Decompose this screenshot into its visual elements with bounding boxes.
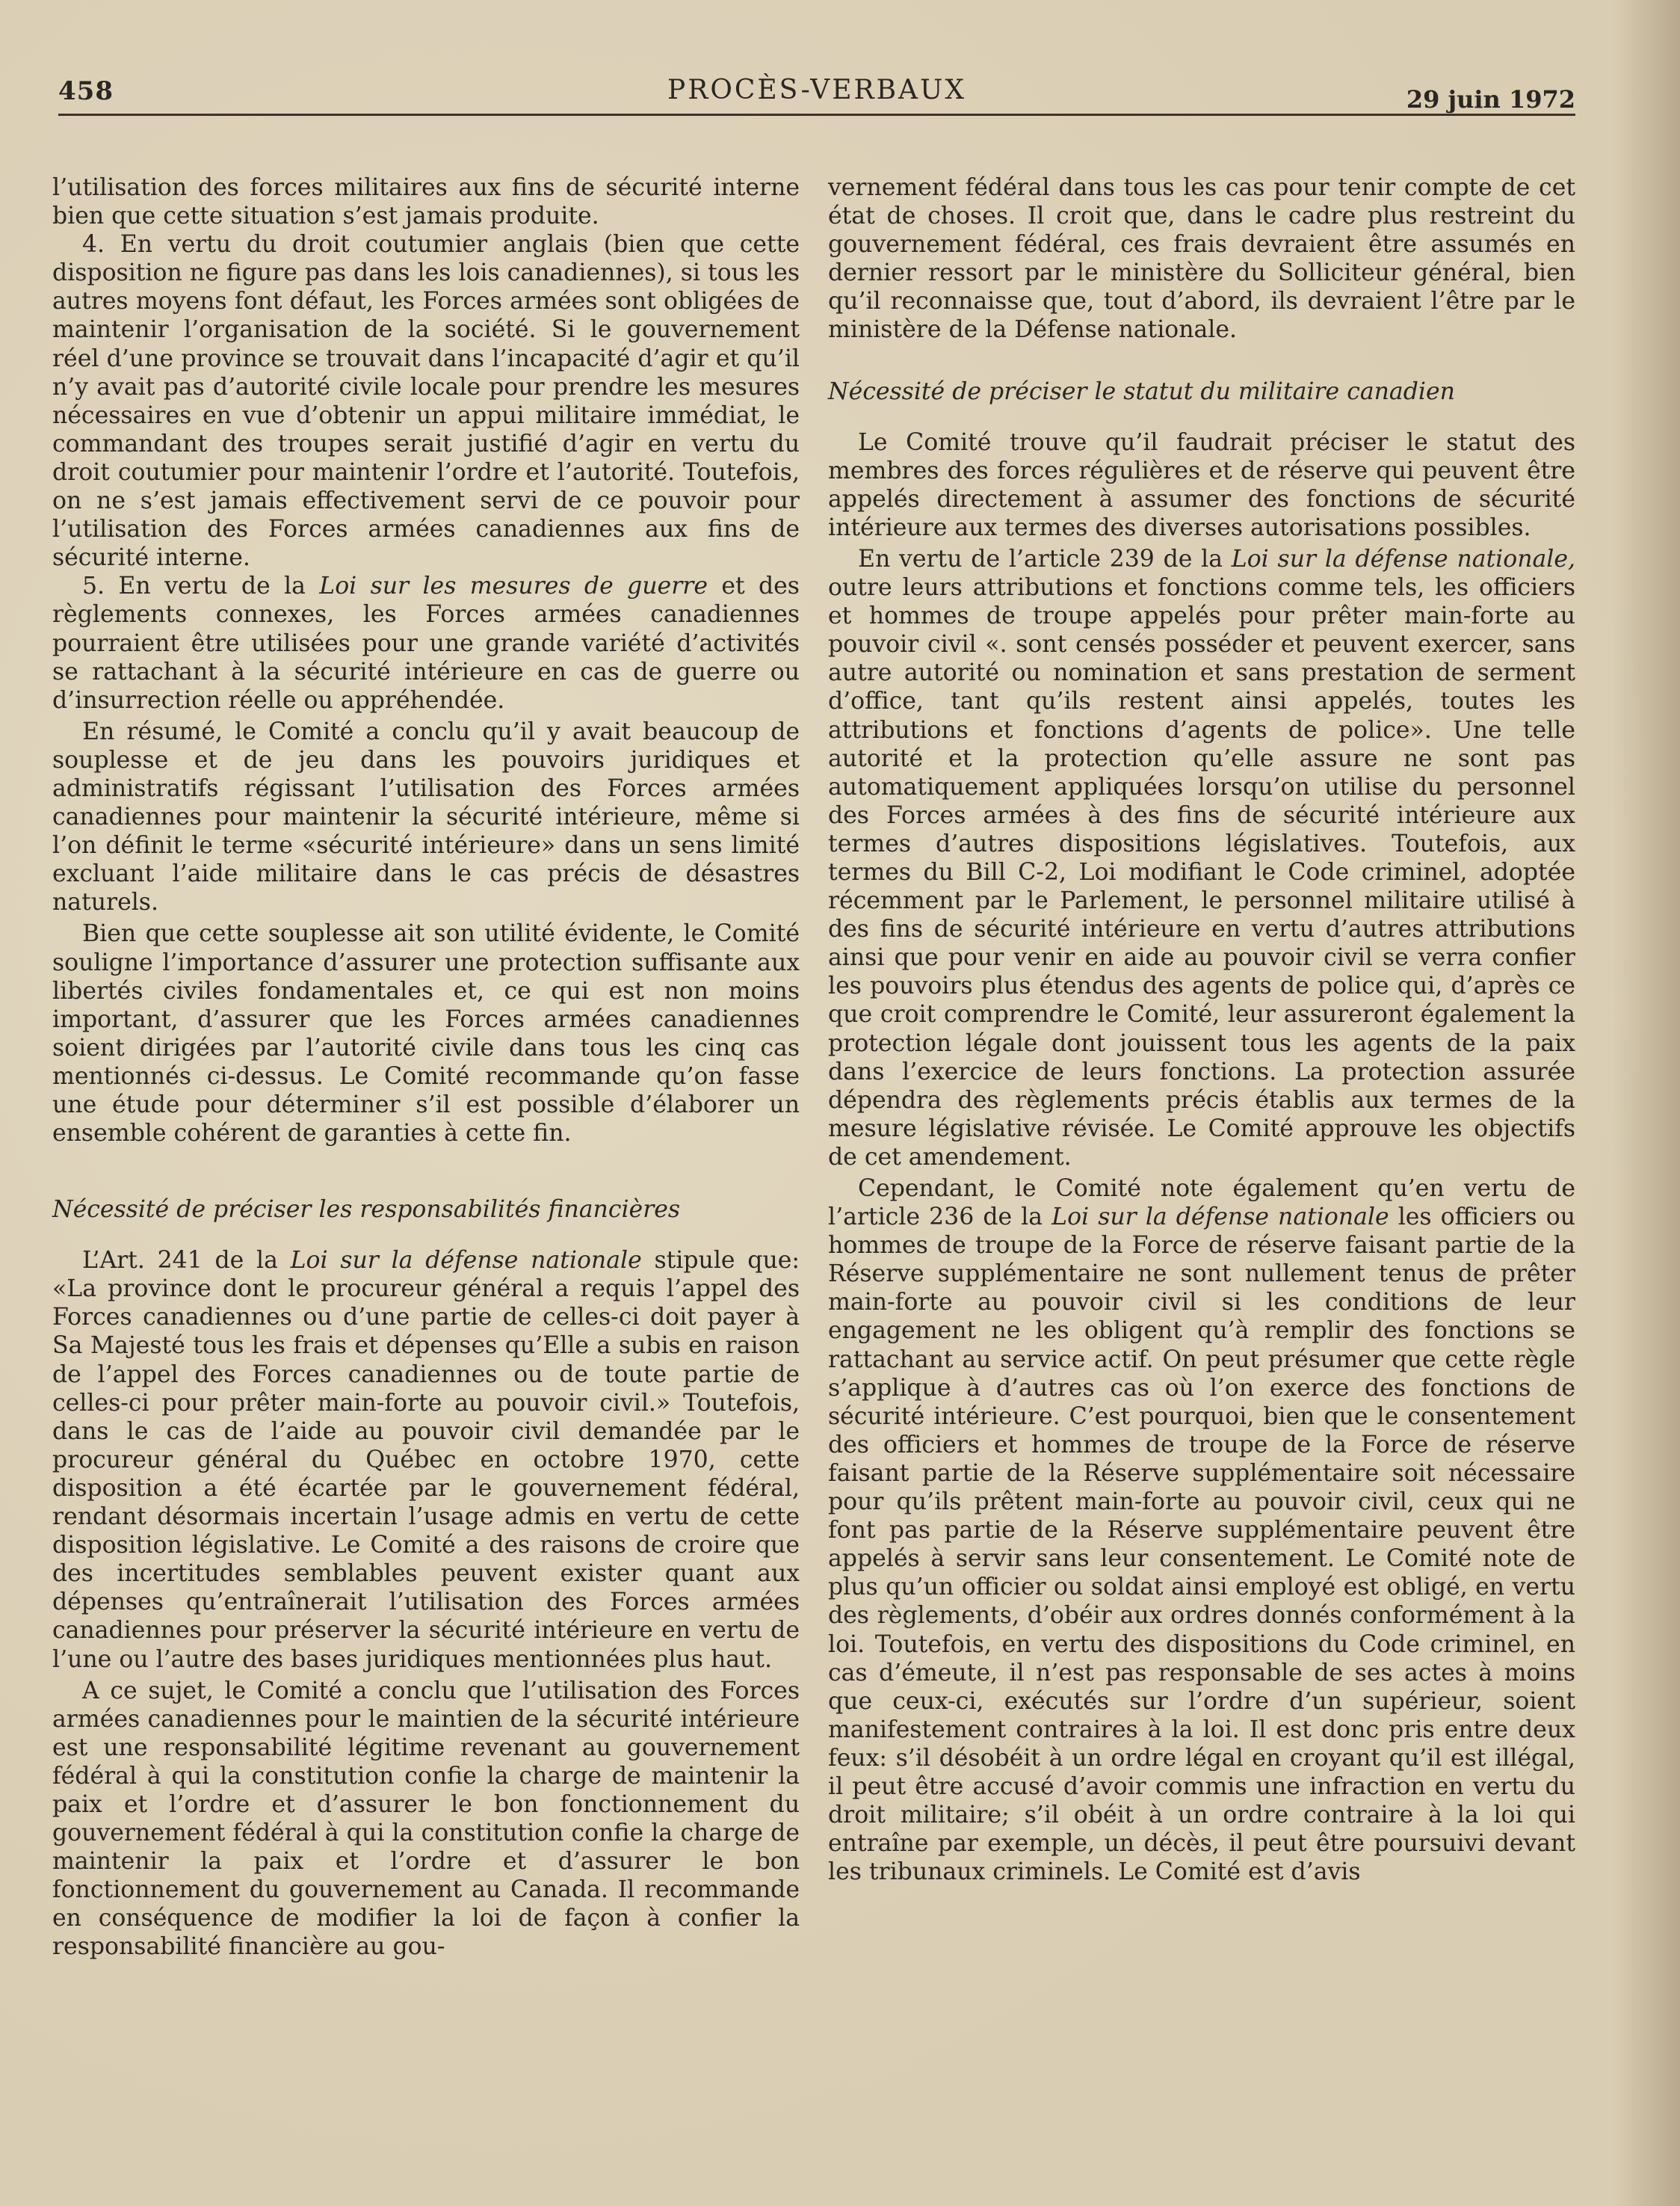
paragraph	[828, 545, 1575, 1171]
paragraph: 4. En vertu du droit coutumier anglais (bien que cette disposition ne figure pas dans les lois canadiennes), si tous les autres moyens font défaut, les Forces armées sont obligées de maintenir l’organisation de la société. Si le gouvernement réel d’une province se trouvait dans l’incapacité d’agir et qu’il n’y avait pas d’autorité civile locale pour prendre les mesures nécessaires en vue d’obtenir un appui militaire immédiat, le commandant des troupes serait justifié d’agir en vertu du droit coutumier pour maintenir l’ordre et l’autorité. Toutefois, on ne s’est jamais effectivement servi de ce pouvoir pour l’utilisation des Forces armées canadiennes aux fins de sécurité interne.	[52, 231, 800, 572]
paragraph: Le Comité trouve qu’il faudrait préciser le statut des membres des forces régulières et de réserve qui peuvent être appelés directement à assumer des fonctions de sécurité intérieure aux termes des diverses autorisations possibles.	[828, 428, 1575, 541]
paragraph-text: outre leurs attributions et fonctions comme tels, les officiers et hommes de troupe appelés pour prêter main-forte au pouvoir civil «. sont censés posséder et peuvent exercer, sans autre autorité ou nomination et sans prestation de serment d’office, tant qu’ils restent ainsi appelés, toutes les attributions et fonctions d’agents de police». Une telle autorité et la protection qu’elle assure ne sont pas automatiquement appliquées lorsqu’on utilise du personnel des Forces armées à des fins de sécurité intérieure aux termes d’autres dispositions législatives. Toutefois, aux termes du Bill C-2, Loi modifiant le Code criminel, adoptée récemment par le Parlement, le personnel militaire utilisé à des fins de sécurité intérieure en vertu d’autres attributions ainsi que pour venir en aide au pouvoir civil se verra confier les pouvoirs plus étendus des agents de police qui, d’après ce que croit comprendre le Comité, leur assureront également la protection légale dont jouissent tous les agents de la paix dans l’exercice de leurs fonctions. La protection assurée dépendra des règlements précis établis aux termes de la mesure législative révisée. Le Comité approuve les objectifs de cet amendement.	[828, 574, 1575, 1171]
left-column	[52, 173, 800, 1962]
section-heading: Nécessité de préciser le statut du militaire canadien	[828, 378, 1455, 405]
paragraph-text: stipule que: «La province dont le procureur général a requis l’appel des Forces canadiennes ou d’une partie de celles-ci doit payer à Sa Majesté tous les frais et dépenses qu’Elle a subis en raison de l’appel des Forces canadiennes ou de toute partie de celles-ci pour prêter main-forte au pouvoir civil.» Toutefois, dans le cas de l’aide au pouvoir civil demandée par le procureur général du Québec en octobre 1970, cette disposition a été écartée par le gouvernement fédéral, rendant désormais incertain l’usage admis en vertu de cette disposition législative. Le Comité a des raisons de croire que des incertitudes semblables peuvent exister quant aux dépenses qu’entraînerait l’utilisation des Forces armées canadiennes pour préserver la sécurité intérieure en vertu de l’une ou l’autre des bases juridiques mentionnées plus haut.	[52, 1247, 800, 1673]
paragraph-text: et des règlements connexes, les Forces armées canadiennes pourraient être utilisées pour une grande variété d’activités se rattachant à la sécurité intérieure en cas de guerre ou d’insurrection réelle ou appréhendée.	[52, 573, 800, 714]
paragraph-text: les officiers ou hommes de troupe de la Force de réserve faisant partie de la Réserve supplémentaire ne sont nullement tenus de prêter main-forte au pouvoir civil si les conditions de leur engagement ne les obligent qu’à remplir des fonctions se rattachant au service actif. On peut présumer que cette règle s’applique à d’autres cas où l’on exerce des fonctions de sécurité intérieure. C’est pourquoi, bien que le consentement des officiers et hommes de troupe de la Force de réserve faisant partie de la Réserve supplémentaire soit nécessaire pour qu’ils prêtent main-forte au pouvoir civil, ceux qui ne font pas partie de la Réserve supplémentaire peuvent être appelés à servir sans leur consentement. Le Comité note de plus qu’un officier ou soldat ainsi employé est obligé, en vertu des règlements, d’obéir aux ordres donnés conformément à la loi. Toutefois, en vertu des dispositions du Code criminel, en cas d’émeute, il n’est pas responsable de ses actes à moins que ceux-ci, exécutés sur l’ordre d’un supérieur, soient manifestement contraires à la loi. Il est donc pris entre deux feux: s’il désobéit à un ordre légal en croyant qu’il est illégal, il peut être accusé d’avoir commis une infraction en vertu du droit militaire; s’il obéit à un ordre contraire à la loi qui entraîne par exemple, un décès, il peut être poursuivi devant les tribunaux criminels. Le Comité est d’avis	[828, 1204, 1576, 1886]
law-title: Loi sur la défense nationale,	[1231, 545, 1576, 573]
paragraph	[52, 572, 800, 714]
paragraph: A ce sujet, le Comité a conclu que l’utilisation des Forces armées canadiennes pour le maintien de la sécurité intérieure est une responsabilité légitime revenant au gouvernement fédéral à qui la constitution confie la charge de maintenir la paix et l’ordre et d’assurer le bon fonctionnement du gouvernement fédéral à qui la constitution confie la charge de maintenir la paix et l’ordre et d’assurer le bon fonctionnement du gouvernement au Canada. Il recommande en conséquence de modifier la loi de façon à confier la responsabilité financière au gou-	[52, 1677, 800, 1961]
section-heading: Nécessité de préciser les responsabilités financières	[52, 1196, 681, 1224]
paragraph-text: En vertu de l’article 239 de la	[858, 545, 1232, 573]
paragraph-text: 5. En vertu de la	[82, 573, 320, 600]
paragraph: l’utilisation des forces militaires aux fins de sécurité interne bien que cette situation s’est jamais produite.	[52, 174, 800, 230]
paragraph-text: L’Art. 241 de la	[82, 1247, 291, 1275]
paragraph	[828, 1174, 1575, 1886]
page-header	[58, 69, 1575, 116]
law-title: Loi sur la défense nationale	[290, 1247, 642, 1275]
law-title: Loi sur la défense nationale	[1051, 1204, 1389, 1231]
paragraph: En résumé, le Comité a conclu qu’il y avait beaucoup de souplesse et de jeu dans les pouvoirs juridiques et administratifs régissant l’utilisation des Forces armées canadiennes pour maintenir la sécurité intérieure, même si l’on définit le terme «sécurité intérieure» dans un sens limité excluant l’aide militaire dans le cas précis de désastres naturels.	[52, 718, 800, 916]
page-number: 458	[58, 76, 114, 106]
paragraph: vernement fédéral dans tous les cas pour tenir compte de cet état de choses. Il croit que, dans le cadre plus restreint du gouvernement fédéral, ces frais devraient être assumés en dernier ressort par le ministère du Solliciteur général, bien qu’il reconnaisse que, tout d’abord, ils devraient l’être par le ministère de la Défense nationale.	[828, 174, 1575, 344]
law-title: Loi sur les mesures de guerre	[319, 573, 708, 600]
paragraph-text: Cependant, le Comité note également qu’en vertu de l’article 236 de la	[828, 1175, 1575, 1231]
header-date: 29 juin 1972	[1406, 85, 1575, 114]
paragraph	[52, 1246, 800, 1673]
paragraph: Bien que cette souplesse ait son utilité évidente, le Comité souligne l’importance d’assurer une protection suffisante aux libertés civiles fondamentales et, ce qui est non moins important, d’assurer que les Forces armées canadiennes soient dirigées par l’autorité civile dans tous les cinq cas mentionnés ci-dessus. Le Comité recommande qu’on fasse une étude pour déterminer s’il est possible d’élaborer un ensemble cohérent de garanties à cette fin.	[52, 920, 800, 1147]
running-title: PROCÈS-VERBAUX	[667, 75, 966, 105]
right-column	[828, 173, 1575, 1886]
